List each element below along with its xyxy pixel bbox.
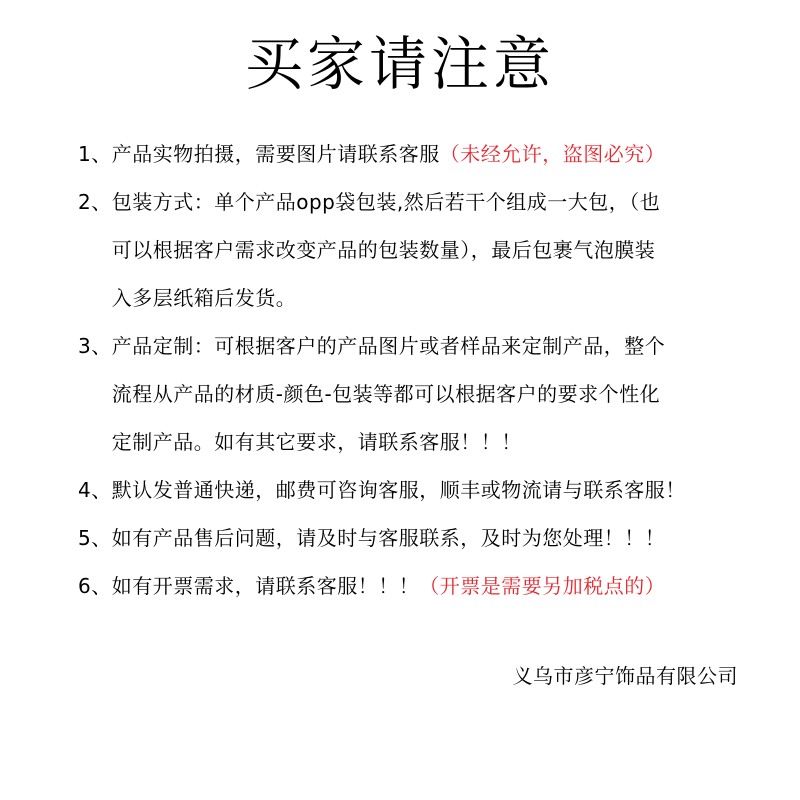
item-line: 默认发普通快递，邮费可咨询客服，顺丰或物流请与联系客服！ (111, 478, 686, 502)
item-number: 6、 (78, 574, 112, 598)
item-warning-text: （开票是需要另加税点的） (419, 574, 666, 598)
item-line: 流程从产品的材质-颜色-包装等都可以根据客户的要求个性化 (111, 382, 661, 406)
item-line: 入多层纸箱后发货。 (111, 286, 297, 310)
notice-item-2 (78, 178, 738, 322)
notice-item-4 (78, 466, 738, 514)
item-number: 4、 (78, 478, 112, 502)
item-line (112, 562, 738, 610)
item-line: 可以根据客户需求改变产品的包装数量），最后包裹气泡膜装 (111, 238, 656, 262)
item-text: 产品实物拍摄，需要图片请联系客服 (111, 142, 440, 166)
item-warning-text: （未经允许，盗图必究） (439, 142, 666, 166)
item-number: 5、 (78, 526, 112, 550)
item-number: 2、 (78, 190, 112, 214)
item-line: 包装方式：单个产品opp袋包装,然后若干个组成一大包，（也 (111, 190, 661, 214)
item-line: 产品定制：可根据客户的产品图片或者样品来定制产品，整个 (111, 334, 666, 358)
notice-item-1 (78, 130, 738, 178)
item-line: 如有产品售后问题，请及时与客服联系，及时为您处理！！！ (111, 526, 666, 550)
item-text: 如有开票需求，请联系客服！！！ (111, 574, 420, 598)
company-name: 义乌市彦宁饰品有限公司 (512, 664, 738, 688)
page-title: 买家请注意 (244, 30, 555, 98)
item-line (112, 130, 738, 178)
notice-item-6 (78, 562, 738, 610)
notice-item-3 (78, 322, 738, 466)
notice-item-5 (78, 514, 738, 562)
item-number: 3、 (78, 334, 112, 358)
item-number: 1、 (78, 142, 112, 166)
item-line: 定制产品。如有其它要求，请联系客服！！！ (111, 430, 522, 454)
notice-list (78, 130, 738, 610)
